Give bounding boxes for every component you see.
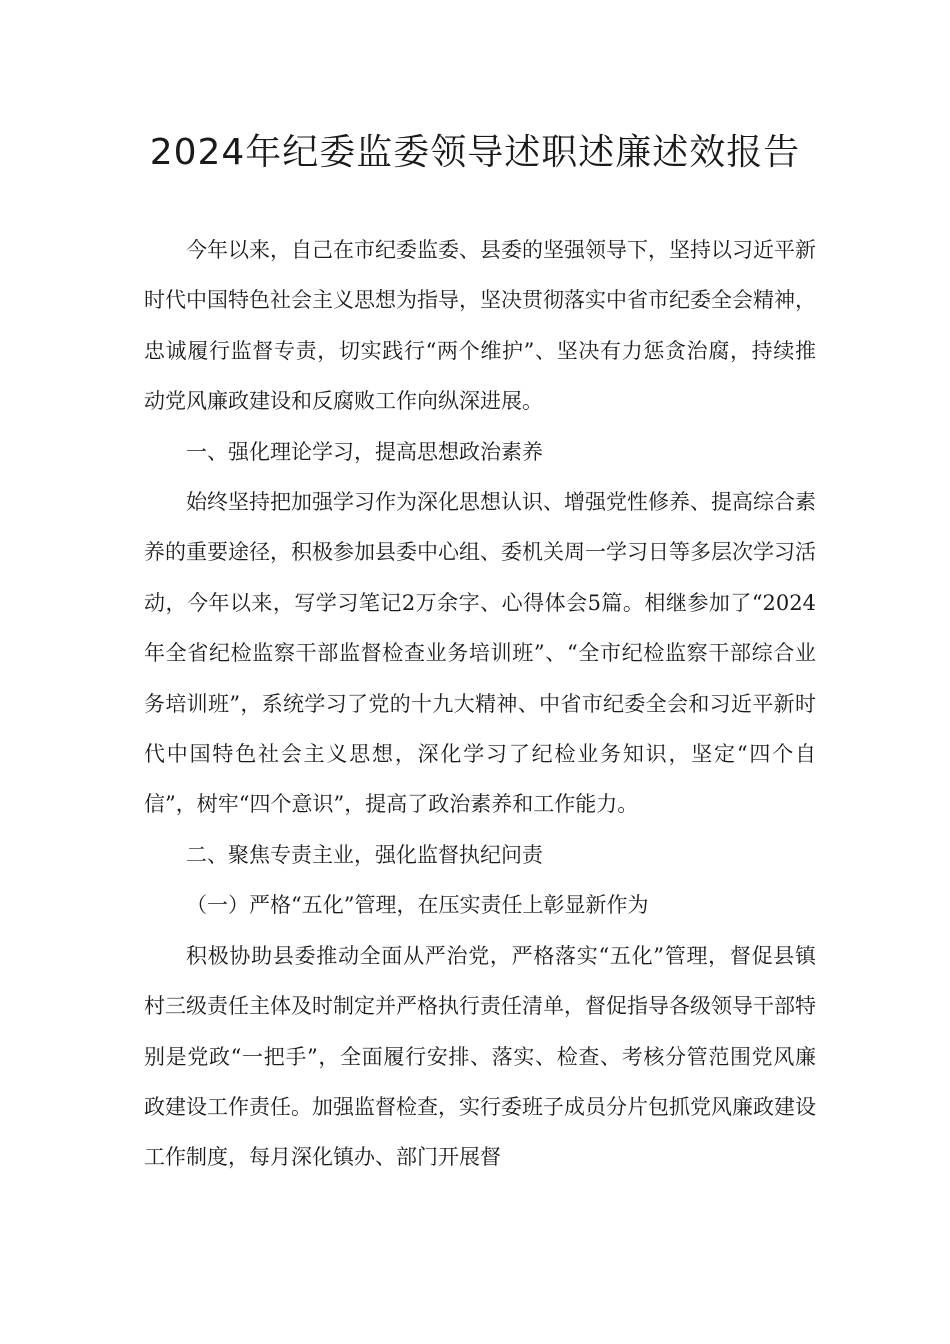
document-title: 2024年纪委监委领导述职述廉述效报告	[149, 132, 801, 173]
document-body	[144, 225, 816, 1183]
paragraph-study: 始终坚持把加强学习作为深化思想认识、增强党性修养、提高综合素养的重要途径，积极参加县委中心组、委机关周一学习日等多层次学习活动，今年以来，写学习笔记2万余字、心得体会5篇。相继参加了“2024年全省纪检监察干部监督检查业务培训班”、“全市纪检监察干部综合业务培训班”，系统学习了党的十九大精神、中省市纪委全会和习近平新时代中国特色社会主义思想，深化学习了纪检业务知识，坚定“四个自信”，树牢“四个意识”，提高了政治素养和工作能力。	[144, 490, 816, 817]
subsection-heading-1: （一）严格“五化”管理，在压实责任上彰显新作为	[186, 893, 649, 918]
section-heading-1: 一、强化理论学习，提高思想政治素养	[186, 439, 543, 464]
paragraph-responsibility: 积极协助县委推动全面从严治党，严格落实“五化”管理，督促县镇村三级责任主体及时制定并严格执行责任清单，督促指导各级领导干部特别是党政“一把手”，全面履行安排、落实、检查、考核分管范围党风廉政建设工作责任。加强监督检查，实行委班子成员分片包抓党风廉政建设工作制度，每月深化镇办、部门开展督	[144, 943, 816, 1170]
section-heading-2: 二、聚焦专责主业，强化监督执纪问责	[186, 842, 543, 867]
paragraph-intro: 今年以来，自己在市纪委监委、县委的坚强领导下，坚持以习近平新时代中国特色社会主义思想为指导，坚决贯彻落实中省市纪委全会精神，忠诚履行监督专责，切实践行“两个维护”、坚决有力惩贪治腐，持续推动党风廉政建设和反腐败工作向纵深进展。	[144, 238, 816, 414]
